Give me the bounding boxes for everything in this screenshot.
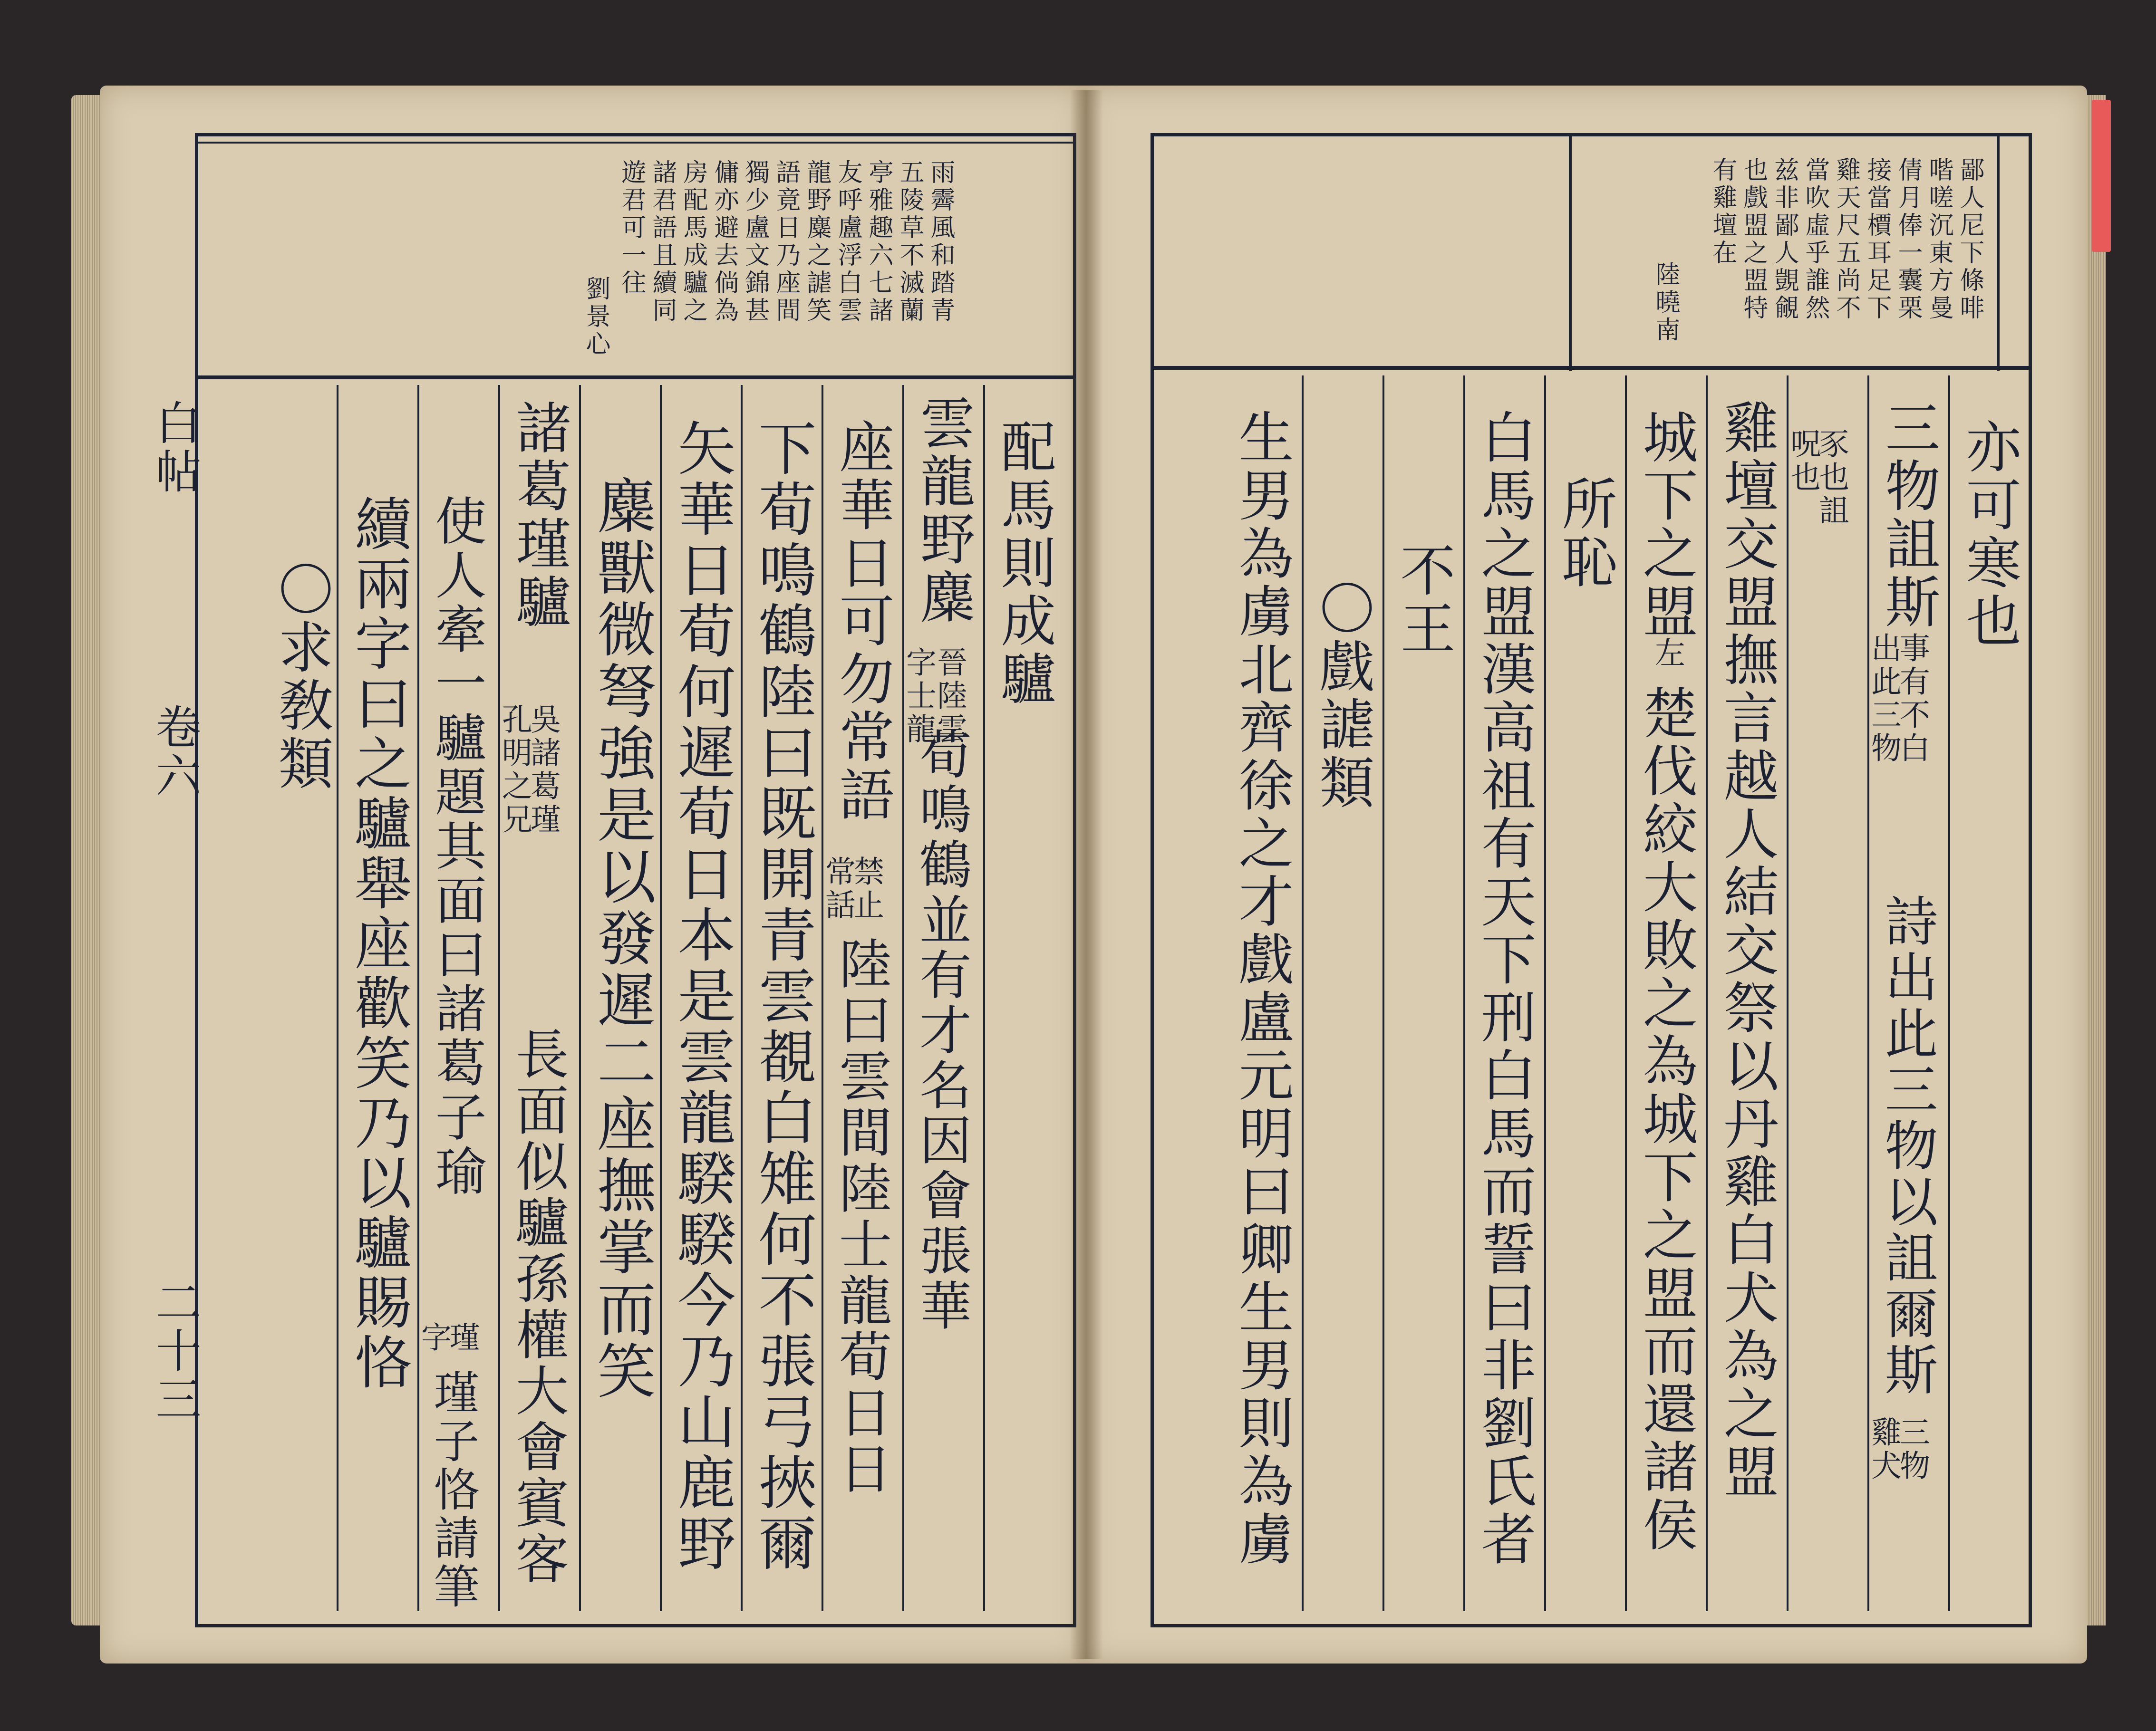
section-heading: 〇戲謔類 bbox=[1310, 580, 1374, 812]
interlinear-note: 孔明之兄 bbox=[497, 703, 532, 837]
interlinear-note: 瑾 bbox=[445, 1321, 480, 1355]
text-column bbox=[911, 394, 975, 626]
text-segment: 雲龍野麋 bbox=[911, 394, 975, 626]
interlinear-note: 晉陸雲 bbox=[932, 646, 967, 746]
right-headnote-line: 有雞壇在 bbox=[1708, 157, 1737, 267]
text-column: 矢華日荀何遲荀日本是雲龍騤騤今乃山鹿野 bbox=[668, 418, 735, 1574]
left-top-rule bbox=[195, 142, 1073, 144]
open-book bbox=[71, 62, 2106, 1692]
text-column: 亦可寒也 bbox=[1957, 418, 2021, 650]
text-column: 諸葛瑾驢 bbox=[507, 399, 571, 631]
text-column: 陸曰雲間陸士龍荀日日 bbox=[830, 936, 892, 1497]
headnote-box-left bbox=[1569, 133, 1572, 371]
left-headnote-line: 五陵草不滅蘭 bbox=[895, 159, 924, 325]
text-column: 荀鳴鶴並有才名因會張華 bbox=[911, 727, 972, 1334]
left-headnote-line: 諸君語且續同 bbox=[648, 159, 677, 325]
right-headnote-line: 喈嗟沉東方曼 bbox=[1924, 157, 1953, 322]
column-rule bbox=[822, 385, 823, 1611]
text-column: 配馬則成驢 bbox=[992, 418, 1056, 708]
column-rule bbox=[902, 385, 904, 1611]
left-headnote-signature: 劉景心 bbox=[581, 276, 610, 358]
text-column: 城下之盟 bbox=[1634, 409, 1698, 641]
chapter-label: 卷六 bbox=[148, 703, 202, 800]
text-column: 續兩字曰之驢舉座歡笑乃以驢賜恪 bbox=[345, 494, 411, 1393]
column-rule bbox=[337, 385, 338, 1611]
text-column: 所恥 bbox=[1553, 475, 1617, 591]
column-rule bbox=[1625, 375, 1627, 1611]
text-column: 不王 bbox=[1391, 542, 1455, 658]
interlinear-note: 常話 bbox=[820, 856, 855, 922]
interlinear-note: 三物 bbox=[1895, 1416, 1930, 1483]
interlinear-note: 呪也 bbox=[1785, 428, 1820, 494]
right-headnote-line: 當吹虛乎誰然 bbox=[1801, 157, 1829, 322]
text-column: 麋獸微弩強是以發遲二座撫掌而笑 bbox=[587, 475, 656, 1402]
interlinear-note: 字 bbox=[416, 1321, 451, 1355]
right-headnote-line: 也戲盟之盟特 bbox=[1739, 157, 1768, 322]
left-headnote-line: 亭雅趣六七諸 bbox=[864, 159, 893, 325]
text-column: 生男為虜北齊徐之才戲盧元明曰卿生男則為虜 bbox=[1229, 409, 1294, 1568]
text-column: 瑾子恪請筆 bbox=[426, 1369, 480, 1611]
left-headnote-line: 語竟日乃座間 bbox=[772, 159, 800, 325]
right-headnote-line: 接當檟耳足下 bbox=[1863, 157, 1891, 322]
interlinear-note: 吳諸葛瑾 bbox=[525, 703, 561, 837]
right-headnote-line: 鄙人尼下條啡 bbox=[1955, 157, 1984, 322]
left-headnote-line: 遊君可一往 bbox=[617, 159, 646, 297]
left-headnote-line: 友呼盧浮白雲 bbox=[833, 159, 862, 325]
right-page bbox=[1084, 86, 2087, 1664]
text-column: 詩出此三物以詛爾斯 bbox=[1876, 894, 1938, 1398]
text-column: 下荀鳴鶴陸曰既開青雲覩白雉何不張弓挾爾 bbox=[749, 418, 816, 1574]
left-page bbox=[100, 86, 1084, 1664]
interlinear-note: 出此三物 bbox=[1866, 632, 1901, 765]
right-headnote-line: 倩月俸一囊栗 bbox=[1894, 157, 1922, 322]
interlinear-note: 雞犬 bbox=[1866, 1416, 1901, 1483]
column-rule bbox=[1383, 375, 1384, 1611]
column-rule bbox=[1302, 375, 1304, 1611]
interlinear-note: 字士龍 bbox=[901, 646, 936, 746]
column-rule bbox=[1787, 375, 1789, 1611]
section-heading: 〇求敎類 bbox=[269, 561, 333, 793]
interlinear-note: 豕也詛 bbox=[1814, 428, 1849, 528]
red-page-tab bbox=[2092, 100, 2111, 252]
page-number: 二十三 bbox=[148, 1279, 202, 1424]
interlinear-note: 左 bbox=[1650, 637, 1685, 670]
column-rule bbox=[741, 385, 743, 1611]
left-headnote-line: 龍野麋之謔笑 bbox=[802, 159, 831, 325]
text-column: 雞壇交盟撫言越人結交祭以丹雞白犬為之盟 bbox=[1714, 399, 1779, 1501]
left-headnote-rule bbox=[195, 375, 1073, 379]
right-headnote-signature: 陸曉南 bbox=[1651, 261, 1680, 344]
text-column: 三物詛斯 bbox=[1876, 399, 1940, 631]
left-headnote-line: 房配馬成驢之 bbox=[679, 159, 707, 325]
column-rule bbox=[1544, 375, 1546, 1611]
right-headnote-line: 雞天尺五尚不 bbox=[1832, 157, 1860, 322]
text-column: 白馬之盟漢高祖有天下刑白馬而誓曰非劉氏者 bbox=[1472, 409, 1536, 1568]
column-rule bbox=[983, 385, 985, 1611]
column-rule bbox=[579, 385, 581, 1611]
left-headnote-line: 獨少盧文錦甚 bbox=[741, 159, 769, 325]
text-column: 長面似驢孫權大會賓客 bbox=[507, 1027, 569, 1587]
column-rule bbox=[660, 385, 662, 1611]
column-rule bbox=[1463, 375, 1465, 1611]
right-headnote-line: 兹非鄙人覬覦 bbox=[1770, 157, 1798, 322]
left-headnote-line: 雨霽風和踏青 bbox=[926, 159, 955, 325]
interlinear-note: 禁止 bbox=[849, 856, 884, 922]
column-rule bbox=[417, 385, 419, 1611]
interlinear-note: 事有不白 bbox=[1895, 632, 1930, 765]
column-rule bbox=[1948, 375, 1950, 1611]
right-headnote-rule bbox=[1151, 366, 2029, 370]
column-rule bbox=[498, 385, 500, 1611]
text-column: 楚伐絞大敗之為城下之盟而還諸侯 bbox=[1634, 684, 1698, 1554]
book-title: 白帖 bbox=[148, 399, 202, 496]
headnote-box-right bbox=[1997, 133, 2000, 371]
book-gutter bbox=[1070, 90, 1103, 1659]
text-column: 座華日可勿常語 bbox=[830, 418, 894, 824]
left-headnote-line: 傭亦避去倘為 bbox=[710, 159, 738, 325]
text-column: 使人牽一驢題其面曰諸葛子瑜 bbox=[426, 494, 486, 1199]
column-rule bbox=[1706, 375, 1708, 1611]
